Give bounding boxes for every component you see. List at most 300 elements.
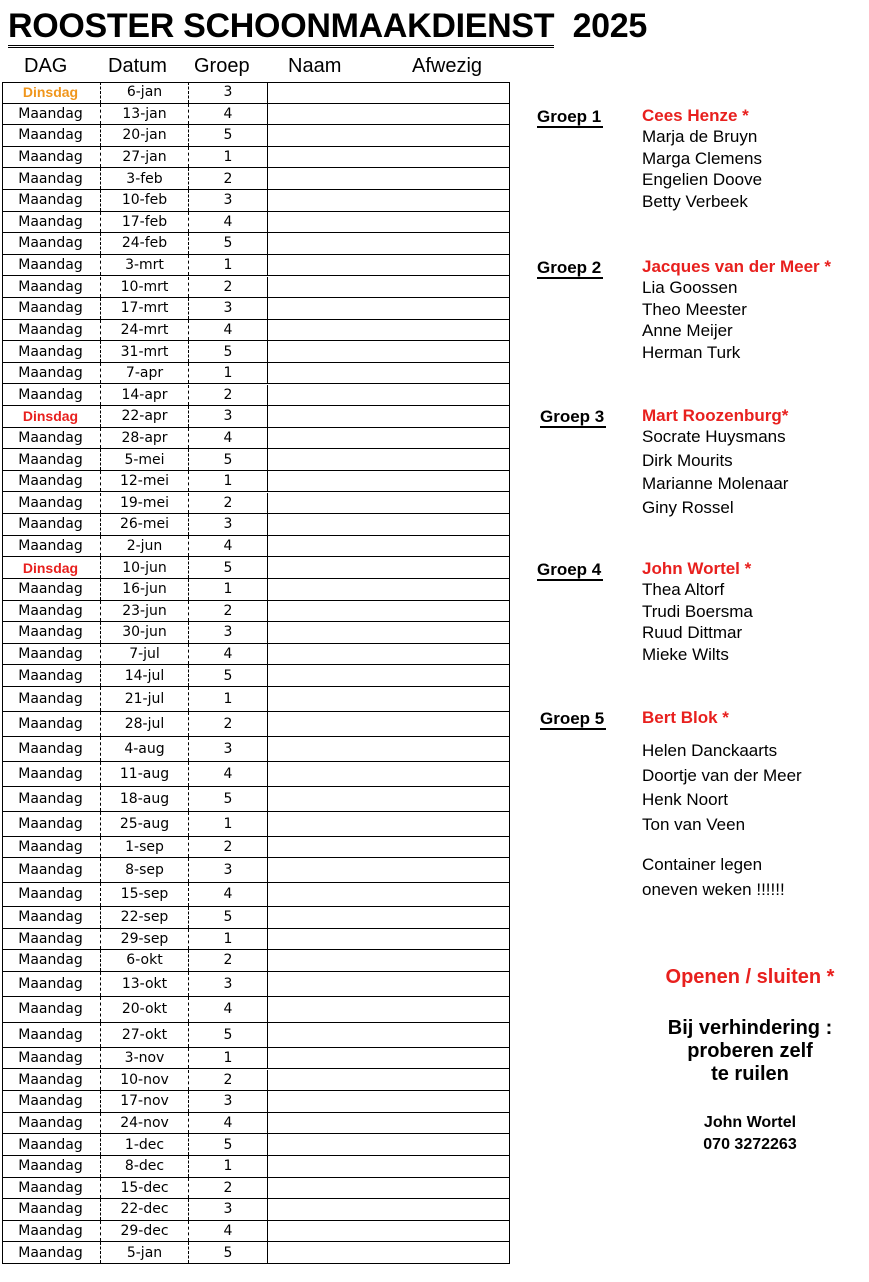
title-year: 2025	[572, 7, 647, 45]
row-name-cell	[267, 1023, 510, 1047]
row-date: 29-sep	[100, 929, 188, 950]
row-group: 1	[188, 147, 267, 168]
row-name-cell	[267, 514, 510, 535]
row-day: Maandag	[18, 909, 83, 926]
row-group: 1	[188, 812, 267, 836]
row-date: 13-jan	[100, 104, 188, 125]
group-lead: Bert Blok *	[642, 708, 729, 727]
row-name-cell	[267, 320, 510, 341]
row-name-cell	[267, 1091, 510, 1112]
row-group: 1	[188, 1156, 267, 1177]
table-row	[2, 1199, 510, 1221]
row-group: 2	[188, 837, 267, 858]
row-date: 24-mrt	[100, 320, 188, 341]
table-row	[2, 1113, 510, 1135]
table-row	[2, 1156, 510, 1178]
row-group: 5	[188, 1134, 267, 1155]
row-day: Maandag	[18, 105, 83, 122]
group-lead: Mart Roozenburg*	[642, 406, 789, 425]
row-group: 3	[188, 406, 267, 427]
table-row	[2, 385, 510, 407]
row-day: Maandag	[18, 149, 83, 166]
row-day: Maandag	[18, 930, 83, 947]
row-date: 15-dec	[100, 1178, 188, 1199]
row-name-cell	[267, 168, 510, 189]
row-day: Dinsdag	[22, 408, 79, 425]
row-date: 12-mei	[100, 471, 188, 492]
table-row	[2, 471, 510, 493]
row-name-cell	[267, 493, 510, 514]
row-date: 19-mei	[100, 493, 188, 514]
row-day: Maandag	[18, 765, 83, 782]
row-day: Maandag	[18, 886, 83, 903]
row-group: 4	[188, 644, 267, 665]
row-name-cell	[267, 557, 510, 578]
row-day: Dinsdag	[22, 559, 79, 576]
row-date: 3-mrt	[100, 255, 188, 276]
row-name-cell	[267, 298, 510, 319]
row-group: 2	[188, 385, 267, 406]
table-row	[2, 1221, 510, 1243]
row-group: 2	[188, 1070, 267, 1091]
header-afwezig: Afwezig	[412, 55, 483, 77]
row-date: 31-mrt	[100, 341, 188, 362]
row-date: 7-apr	[100, 363, 188, 384]
page-title	[8, 4, 647, 48]
row-group: 3	[188, 514, 267, 535]
table-row	[2, 493, 510, 515]
row-date: 2-jun	[100, 536, 188, 557]
row-date: 10-mrt	[100, 277, 188, 298]
row-date: 8-dec	[100, 1156, 188, 1177]
row-date: 23-jun	[100, 601, 188, 622]
row-date: 8-sep	[100, 858, 188, 881]
group-label: Groep 4	[537, 560, 602, 579]
table-row	[2, 82, 510, 104]
table-row	[2, 168, 510, 190]
row-group: 2	[188, 493, 267, 514]
row-date: 6-jan	[100, 82, 188, 103]
row-day: Maandag	[18, 494, 83, 511]
row-name-cell	[267, 812, 510, 836]
row-day: Maandag	[18, 838, 83, 855]
row-name-cell	[267, 622, 510, 643]
table-row	[2, 1070, 510, 1092]
row-name-cell	[267, 737, 510, 761]
group-label: Groep 1	[537, 107, 602, 126]
row-day: Maandag	[18, 170, 83, 187]
row-name-cell	[267, 1048, 510, 1069]
table-row	[2, 1023, 510, 1048]
row-name-cell	[267, 601, 510, 622]
row-date: 28-apr	[100, 428, 188, 449]
table-row	[2, 972, 510, 997]
group-member: Giny Rossel	[642, 497, 734, 517]
table-row	[2, 449, 510, 471]
table-row	[2, 557, 510, 579]
header-naam: Naam	[288, 55, 342, 77]
row-day: Maandag	[18, 429, 83, 446]
row-day: Maandag	[18, 321, 83, 338]
group-label: Groep 2	[537, 258, 602, 277]
row-group: 1	[188, 363, 267, 384]
row-date: 29-dec	[100, 1221, 188, 1242]
row-date: 17-mrt	[100, 298, 188, 319]
table-row	[2, 762, 510, 787]
row-date: 11-aug	[100, 762, 188, 786]
group-member: Helen Danckaarts	[642, 741, 778, 760]
row-name-cell	[267, 1113, 510, 1134]
table-row	[2, 406, 510, 428]
row-name-cell	[267, 449, 510, 470]
group-lead: Jacques van der Meer *	[642, 257, 831, 276]
row-day: Maandag	[18, 952, 83, 969]
table-row	[2, 812, 510, 837]
group-member: Marga Clemens	[642, 148, 762, 168]
row-date: 20-jan	[100, 125, 188, 146]
row-group: 3	[188, 737, 267, 761]
table-row	[2, 929, 510, 951]
table-row	[2, 1134, 510, 1156]
row-date: 3-nov	[100, 1048, 188, 1069]
row-name-cell	[267, 997, 510, 1021]
group-label: Groep 5	[540, 709, 605, 728]
verhindering-note	[610, 1017, 869, 1086]
row-date: 22-apr	[100, 406, 188, 427]
row-day: Maandag	[18, 667, 83, 684]
row-name-cell	[267, 104, 510, 125]
row-group: 5	[188, 1242, 267, 1263]
row-name-cell	[267, 233, 510, 254]
row-name-cell	[267, 787, 510, 811]
row-group: 2	[188, 168, 267, 189]
row-day: Maandag	[18, 473, 83, 490]
row-day: Maandag	[18, 624, 83, 641]
contact-phone: 070 3272263	[703, 1136, 797, 1153]
table-row	[2, 687, 510, 712]
row-day: Maandag	[18, 1136, 83, 1153]
row-date: 27-okt	[100, 1023, 188, 1047]
table-row	[2, 147, 510, 169]
table-row	[2, 428, 510, 450]
row-day: Maandag	[18, 1026, 83, 1043]
table-row	[2, 277, 510, 299]
row-group: 3	[188, 82, 267, 103]
group-member: Lia Goossen	[642, 278, 738, 297]
row-name-cell	[267, 858, 510, 881]
row-group: 4	[188, 997, 267, 1021]
row-name-cell	[267, 536, 510, 557]
table-row	[2, 298, 510, 320]
table-header	[2, 52, 510, 80]
table-row	[2, 997, 510, 1022]
table-row	[2, 622, 510, 644]
verhindering-line-1: Bij verhindering :	[667, 1017, 833, 1039]
group-member: Ruud Dittmar	[642, 623, 743, 642]
row-name-cell	[267, 125, 510, 146]
row-day: Maandag	[18, 1244, 83, 1261]
row-name-cell	[267, 883, 510, 906]
row-date: 1-sep	[100, 837, 188, 858]
row-date: 17-feb	[100, 212, 188, 233]
row-group: 4	[188, 104, 267, 125]
row-day: Maandag	[18, 1115, 83, 1132]
row-day: Dinsdag	[22, 84, 79, 101]
group-member: Socrate Huysmans	[642, 427, 786, 446]
group-member: Engelien Doove	[642, 170, 763, 189]
row-date: 25-aug	[100, 812, 188, 836]
row-group: 4	[188, 320, 267, 341]
table-row	[2, 858, 510, 882]
row-day: Maandag	[18, 1001, 83, 1018]
row-name-cell	[267, 277, 510, 298]
row-name-cell	[267, 687, 510, 711]
row-day: Maandag	[18, 790, 83, 807]
row-group: 5	[188, 341, 267, 362]
group-member: Dirk Mourits	[642, 450, 733, 470]
header-datum: Datum	[108, 55, 167, 77]
row-day: Maandag	[18, 1050, 83, 1067]
row-group: 5	[188, 449, 267, 470]
row-date: 10-feb	[100, 190, 188, 211]
row-day: Maandag	[18, 235, 83, 252]
group-member: Trudi Boersma	[642, 601, 753, 621]
table-row	[2, 837, 510, 859]
group-member: Marianne Molenaar	[642, 474, 789, 493]
row-group: 3	[188, 1091, 267, 1112]
group-member: Mieke Wilts	[642, 644, 729, 664]
table-row	[2, 883, 510, 907]
row-day: Maandag	[18, 1223, 83, 1240]
row-name-cell	[267, 341, 510, 362]
row-day: Maandag	[18, 691, 83, 707]
row-day: Maandag	[18, 343, 83, 360]
table-row	[2, 255, 510, 277]
row-day: Maandag	[18, 451, 83, 468]
table-row	[2, 1178, 510, 1200]
row-group: 1	[188, 687, 267, 711]
row-name-cell	[267, 929, 510, 950]
table-row	[2, 341, 510, 363]
row-day: Maandag	[18, 365, 83, 382]
row-group: 1	[188, 929, 267, 950]
row-group: 4	[188, 883, 267, 906]
row-day: Maandag	[18, 278, 83, 295]
row-day: Maandag	[18, 1179, 83, 1196]
row-day: Maandag	[18, 716, 83, 732]
row-date: 14-apr	[100, 385, 188, 406]
row-name-cell	[267, 837, 510, 858]
table-row	[2, 712, 510, 737]
row-date: 14-jul	[100, 665, 188, 686]
row-group: 2	[188, 277, 267, 298]
row-date: 16-jun	[100, 579, 188, 600]
row-day: Maandag	[18, 740, 83, 757]
table-row	[2, 1091, 510, 1113]
row-name-cell	[267, 1178, 510, 1199]
row-day: Maandag	[18, 646, 83, 663]
row-name-cell	[267, 255, 510, 276]
row-group: 4	[188, 762, 267, 786]
row-day: Maandag	[18, 815, 83, 832]
row-group: 3	[188, 972, 267, 996]
row-group: 5	[188, 787, 267, 811]
group-member: Doortje van der Meer	[642, 765, 802, 785]
row-name-cell	[267, 972, 510, 996]
group-member: Marja de Bruyn	[642, 127, 758, 146]
header-groep: Groep	[194, 55, 250, 77]
row-name-cell	[267, 950, 510, 971]
row-name-cell	[267, 363, 510, 384]
row-day: Maandag	[18, 537, 83, 554]
row-group: 1	[188, 579, 267, 600]
row-day: Maandag	[18, 1071, 83, 1088]
row-day: Maandag	[18, 861, 83, 878]
row-date: 24-nov	[100, 1113, 188, 1134]
row-date: 7-jul	[100, 644, 188, 665]
table-row	[2, 737, 510, 762]
row-day: Maandag	[18, 127, 83, 144]
table-row	[2, 190, 510, 212]
row-name-cell	[267, 1134, 510, 1155]
row-group: 5	[188, 1023, 267, 1047]
row-date: 10-jun	[100, 557, 188, 578]
row-day: Maandag	[18, 1201, 83, 1218]
table-row	[2, 125, 510, 147]
row-date: 28-jul	[100, 712, 188, 736]
row-day: Maandag	[18, 602, 83, 619]
table-row	[2, 644, 510, 666]
row-group: 4	[188, 212, 267, 233]
row-group: 1	[188, 255, 267, 276]
row-date: 3-feb	[100, 168, 188, 189]
row-group: 2	[188, 950, 267, 971]
row-group: 4	[188, 1221, 267, 1242]
group-member: Henk Noort	[642, 790, 728, 809]
row-day: Maandag	[18, 1093, 83, 1110]
row-date: 13-okt	[100, 972, 188, 996]
row-date: 27-jan	[100, 147, 188, 168]
container-note-line-1: Container legen	[642, 855, 763, 874]
row-name-cell	[267, 428, 510, 449]
group-member: Ton van Veen	[642, 814, 746, 834]
row-name-cell	[267, 579, 510, 600]
row-group: 3	[188, 622, 267, 643]
row-name-cell	[267, 1070, 510, 1091]
row-day: Maandag	[18, 1158, 83, 1175]
table-row	[2, 536, 510, 558]
row-name-cell	[267, 665, 510, 686]
table-row	[2, 1048, 510, 1070]
openen-sluiten-note: Openen / sluiten *	[665, 966, 835, 988]
contact-block	[610, 1112, 869, 1156]
row-group: 5	[188, 665, 267, 686]
row-name-cell	[267, 406, 510, 427]
table-row	[2, 787, 510, 812]
row-name-cell	[267, 1156, 510, 1177]
group-member: Herman Turk	[642, 342, 741, 362]
table-row	[2, 363, 510, 385]
row-group: 3	[188, 190, 267, 211]
row-name-cell	[267, 907, 510, 928]
row-group: 3	[188, 298, 267, 319]
row-group: 2	[188, 601, 267, 622]
row-group: 4	[188, 1113, 267, 1134]
row-date: 6-okt	[100, 950, 188, 971]
row-group: 3	[188, 1199, 267, 1220]
table-row	[2, 950, 510, 972]
table-row	[2, 1242, 510, 1264]
row-name-cell	[267, 147, 510, 168]
row-day: Maandag	[18, 975, 83, 992]
row-name-cell	[267, 1199, 510, 1220]
row-group: 4	[188, 428, 267, 449]
table-row	[2, 212, 510, 234]
row-date: 18-aug	[100, 787, 188, 811]
group-label: Groep 3	[540, 407, 605, 426]
row-name-cell	[267, 762, 510, 786]
row-name-cell	[267, 82, 510, 103]
row-name-cell	[267, 471, 510, 492]
row-group: 5	[188, 125, 267, 146]
row-date: 15-sep	[100, 883, 188, 906]
container-note-line-2: oneven weken !!!!!!	[642, 880, 785, 899]
header-dag: DAG	[24, 55, 68, 77]
row-group: 2	[188, 712, 267, 736]
row-group: 5	[188, 907, 267, 928]
table-row	[2, 320, 510, 342]
row-date: 24-feb	[100, 233, 188, 254]
row-group: 3	[188, 858, 267, 881]
row-date: 10-nov	[100, 1070, 188, 1091]
row-date: 17-nov	[100, 1091, 188, 1112]
row-group: 4	[188, 536, 267, 557]
row-day: Maandag	[18, 300, 83, 317]
row-date: 20-okt	[100, 997, 188, 1021]
group-lead: John Wortel *	[642, 559, 752, 578]
row-date: 22-dec	[100, 1199, 188, 1220]
row-group: 1	[188, 471, 267, 492]
row-day: Maandag	[18, 257, 83, 274]
row-date: 4-aug	[100, 737, 188, 761]
row-name-cell	[267, 385, 510, 406]
row-group: 5	[188, 557, 267, 578]
row-date: 1-dec	[100, 1134, 188, 1155]
group-member: Thea Altorf	[642, 580, 725, 599]
row-date: 21-jul	[100, 687, 188, 711]
row-name-cell	[267, 644, 510, 665]
group-member: Anne Meijer	[642, 321, 733, 340]
table-row	[2, 601, 510, 623]
row-name-cell	[267, 190, 510, 211]
row-name-cell	[267, 712, 510, 736]
row-group: 1	[188, 1048, 267, 1069]
row-day: Maandag	[18, 213, 83, 230]
row-group: 5	[188, 233, 267, 254]
row-date: 22-sep	[100, 907, 188, 928]
row-date: 5-jan	[100, 1242, 188, 1263]
row-name-cell	[267, 1221, 510, 1242]
table-row	[2, 665, 510, 687]
row-day: Maandag	[18, 516, 83, 533]
table-row	[2, 514, 510, 536]
row-date: 26-mei	[100, 514, 188, 535]
row-date: 5-mei	[100, 449, 188, 470]
table-row	[2, 233, 510, 255]
row-name-cell	[267, 212, 510, 233]
row-name-cell	[267, 1242, 510, 1263]
table-row	[2, 104, 510, 126]
